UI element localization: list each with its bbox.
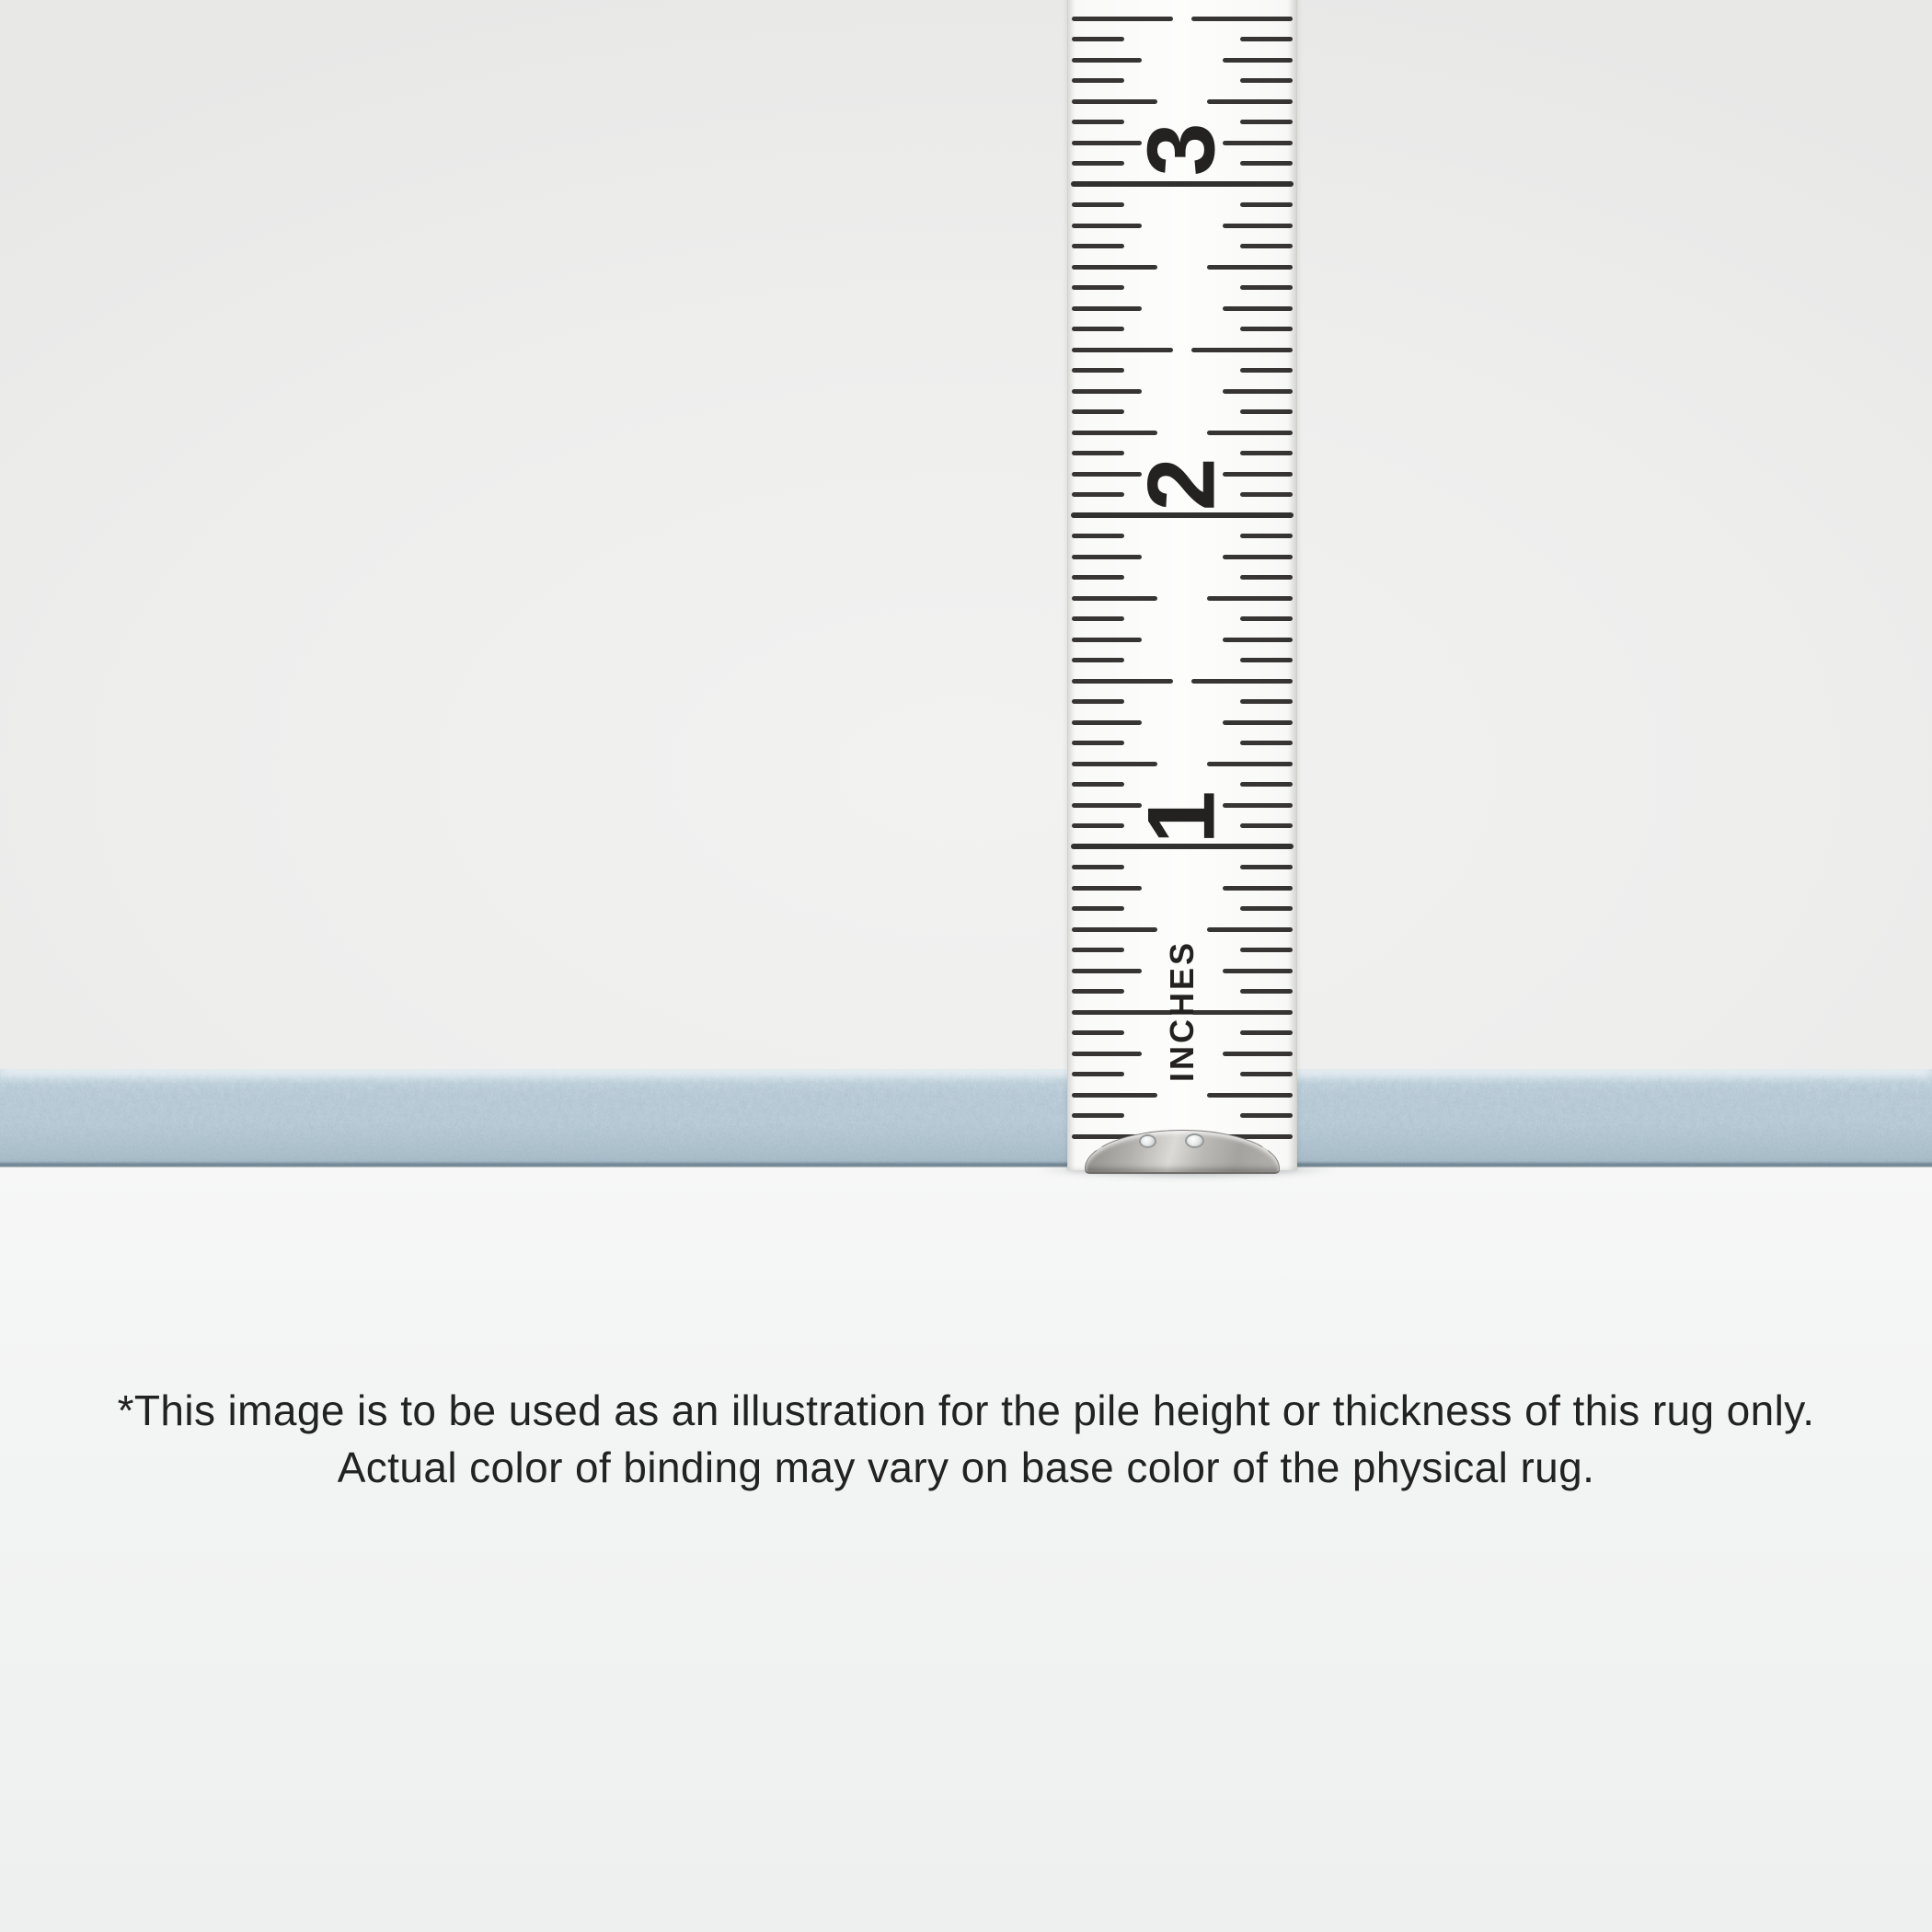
floor — [0, 1167, 1932, 1932]
ruler-tick-sixteenth — [1072, 37, 1124, 41]
ruler-tick-sixteenth — [1240, 285, 1293, 290]
ruler-tick-sixteenth — [1072, 285, 1124, 290]
ruler-tick-half — [1191, 679, 1293, 684]
ruler-tick-sixteenth — [1240, 78, 1293, 83]
ruler-tick-sixteenth — [1072, 699, 1124, 704]
rug-pile-fuzz — [0, 1069, 1932, 1077]
ruler-tick-half — [1191, 348, 1293, 352]
ruler-tick-eighth — [1223, 886, 1293, 891]
ruler-tick-sixteenth — [1240, 658, 1293, 662]
ruler-tick-sixteenth — [1240, 1113, 1293, 1118]
ruler-tick-sixteenth — [1072, 741, 1124, 745]
ruler-tick-half — [1072, 17, 1173, 21]
ruler-tick-sixteenth — [1240, 575, 1293, 580]
ruler-tick-sixteenth — [1240, 741, 1293, 745]
ruler-tick-quarter — [1072, 927, 1157, 932]
ruler-tick-sixteenth — [1072, 616, 1124, 621]
ruler-tick-eighth — [1072, 58, 1142, 63]
ruler-number-2 — [1068, 427, 1296, 541]
ruler-tick-sixteenth — [1240, 699, 1293, 704]
ruler-number-2-text: 2 — [1128, 457, 1236, 511]
ruler-tick-eighth — [1072, 638, 1142, 642]
ruler-tick-quarter — [1072, 265, 1157, 270]
ruler-tick-sixteenth — [1072, 906, 1124, 911]
ruler-tick-quarter — [1207, 265, 1293, 270]
ruler-tick-quarter — [1207, 1093, 1293, 1098]
ruler-number-1 — [1068, 760, 1296, 874]
ruler-tick-sixteenth — [1072, 327, 1124, 331]
ruler-tick-sixteenth — [1072, 575, 1124, 580]
ruler-tick-sixteenth — [1072, 1113, 1124, 1118]
ruler-tick-eighth — [1223, 389, 1293, 394]
ruler-tick-eighth — [1072, 555, 1142, 559]
rug-edge — [0, 1069, 1932, 1167]
ruler-tick-eighth — [1223, 58, 1293, 63]
ruler-tick-sixteenth — [1240, 906, 1293, 911]
ruler-tick-sixteenth — [1072, 658, 1124, 662]
ruler-tick-sixteenth — [1240, 244, 1293, 248]
ruler-tick-sixteenth — [1240, 37, 1293, 41]
ruler-tick-sixteenth — [1240, 327, 1293, 331]
ruler-tick-sixteenth — [1072, 409, 1124, 414]
ruler-unit-label-text: INCHES — [1163, 939, 1201, 1083]
ruler-tick-eighth — [1072, 389, 1142, 394]
ruler-tick-half — [1191, 17, 1293, 21]
ruler-tick-quarter — [1072, 596, 1157, 601]
ruler-number-1-text: 1 — [1128, 790, 1236, 844]
ruler-tick-half — [1072, 348, 1173, 352]
ruler-tick-sixteenth — [1240, 616, 1293, 621]
ruler-tick-eighth — [1223, 638, 1293, 642]
rug-contact-shadow — [0, 1161, 1932, 1167]
ruler — [1067, 0, 1297, 1170]
disclaimer-line-1: *This image is to be used as an illustration for the pile height or thickness of this rug only. — [117, 1386, 1815, 1434]
ruler-tick-sixteenth — [1072, 368, 1124, 373]
ruler-tick-sixteenth — [1240, 368, 1293, 373]
ruler-tick-sixteenth — [1072, 78, 1124, 83]
ruler-tick-sixteenth — [1240, 409, 1293, 414]
rug-texture — [0, 1069, 1932, 1167]
ruler-tick-half — [1072, 679, 1173, 684]
ruler-tick-eighth — [1223, 720, 1293, 725]
end-cap-rivet — [1185, 1133, 1204, 1148]
ruler-tick-eighth — [1223, 306, 1293, 311]
ruler-tick-eighth — [1223, 555, 1293, 559]
end-cap-rivet — [1139, 1134, 1156, 1148]
ruler-tick-eighth — [1072, 886, 1142, 891]
ruler-tick-sixteenth — [1072, 244, 1124, 248]
ruler-tick-eighth — [1223, 224, 1293, 228]
ruler-unit-label — [1068, 935, 1296, 1087]
ruler-number-3 — [1068, 92, 1296, 206]
ruler-tick-eighth — [1072, 224, 1142, 228]
disclaimer — [0, 1382, 1932, 1496]
ruler-tick-eighth — [1072, 306, 1142, 311]
ruler-tick-quarter — [1207, 927, 1293, 932]
disclaimer-line-2: Actual color of binding may vary on base color of the physical rug. — [337, 1443, 1595, 1491]
ruler-tick-eighth — [1072, 720, 1142, 725]
ruler-tick-quarter — [1072, 1093, 1157, 1098]
ruler-number-3-text: 3 — [1128, 122, 1236, 176]
ruler-tick-quarter — [1207, 596, 1293, 601]
